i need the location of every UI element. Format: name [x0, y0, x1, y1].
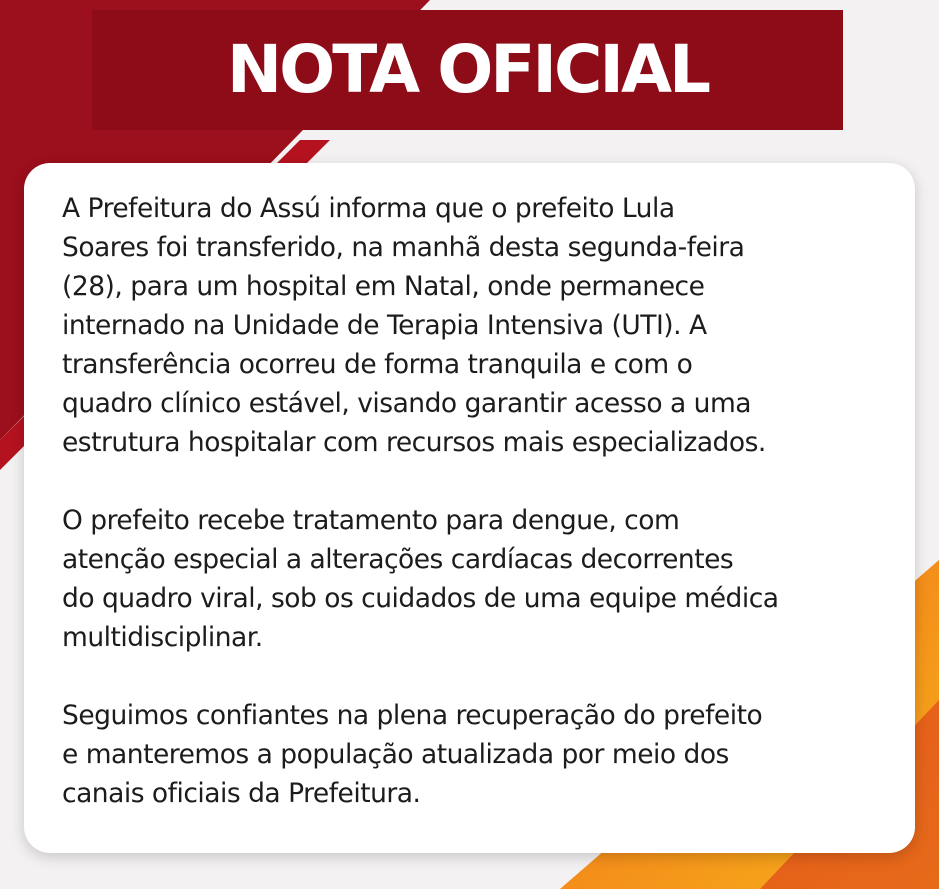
page-title: NOTA OFICIAL [226, 31, 709, 108]
text-line: estrutura hospitalar com recursos mais especializados. [62, 427, 766, 458]
title-banner [92, 10, 843, 130]
text-line: do quadro viral, sob os cuidados de uma equipe médica [62, 583, 779, 614]
text-line: Soares foi transferido, na manhã desta segunda-feira [62, 232, 745, 263]
paragraph-transfer [62, 189, 902, 462]
paragraph-closing [62, 696, 902, 813]
text-line: internado na Unidade de Terapia Intensiva (UTI). A [62, 310, 707, 341]
text-line: Seguimos confiantes na plena recuperação do prefeito [62, 700, 763, 731]
paragraph-treatment [62, 501, 902, 657]
text-line: canais oficiais da Prefeitura. [62, 778, 421, 809]
text-line: O prefeito recebe tratamento para dengue, com [62, 505, 680, 536]
text-line: (28), para um hospital em Natal, onde permanece [62, 271, 705, 302]
text-line: A Prefeitura do Assú informa que o prefeito Lula [62, 193, 675, 224]
note-card [24, 163, 915, 853]
text-line: transferência ocorreu de forma tranquila e com o [62, 349, 693, 380]
text-line: multidisciplinar. [62, 622, 263, 653]
text-line: atenção especial a alterações cardíacas decorrentes [62, 544, 734, 575]
note-body [62, 189, 902, 813]
text-line: quadro clínico estável, visando garantir acesso a uma [62, 388, 751, 419]
text-line: e manteremos a população atualizada por meio dos [62, 739, 729, 770]
